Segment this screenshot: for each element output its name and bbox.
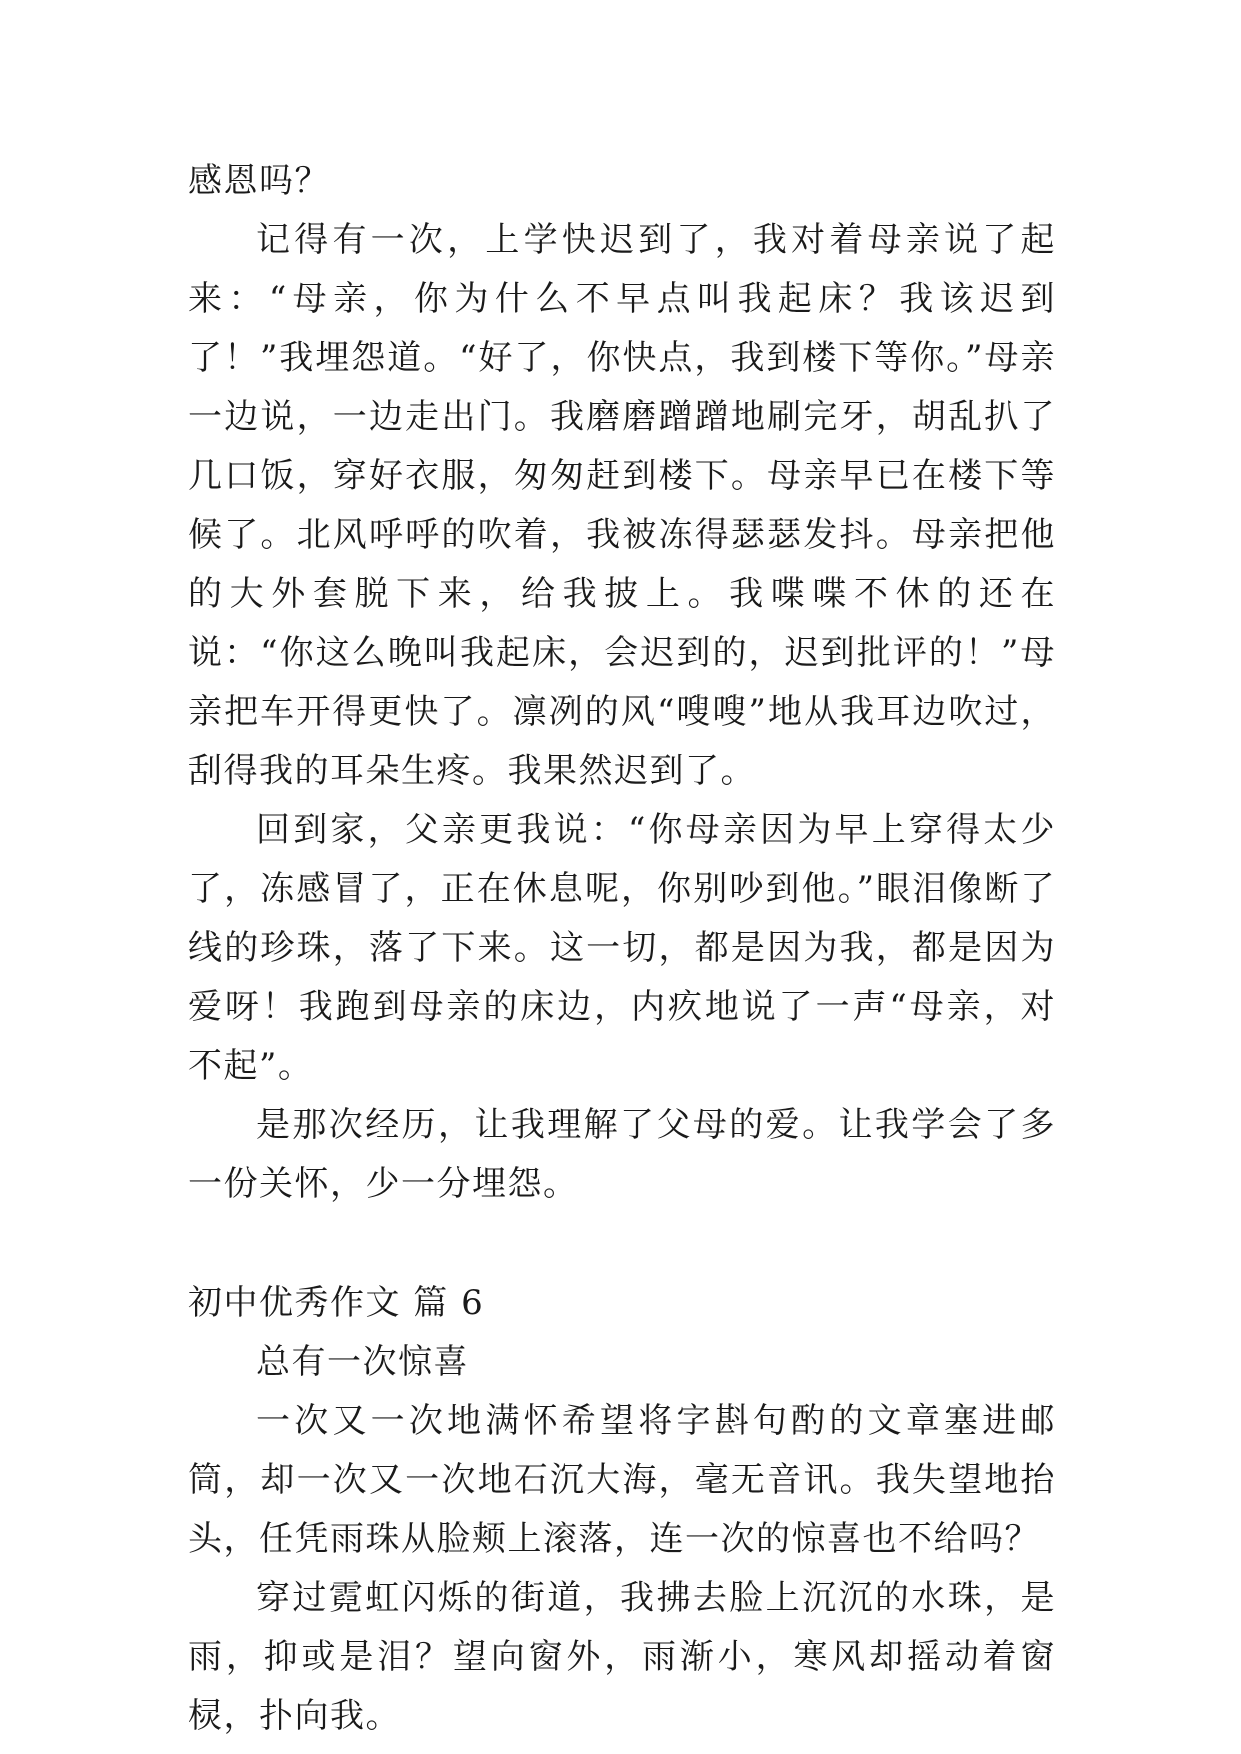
paragraph-hope: 一次又一次地满怀希望将字斟句酌的文章塞进邮筒，却一次又一次地石沉大海，毫无音讯。我失望地抬头，任凭雨珠从脸颊上滚落，连一次的惊喜也不给吗？ bbox=[188, 1401, 1056, 1559]
text-column bbox=[188, 152, 1056, 1746]
section-heading: 初中优秀作文 篇 6 bbox=[188, 1283, 485, 1323]
paragraph-continuation: 感恩吗？ bbox=[188, 161, 330, 201]
paragraph-street: 穿过霓虹闪烁的街道，我拂去脸上沉沉的水珠，是雨，抑或是泪？望向窗外，雨渐小，寒风却摇动着窗棂，扑向我。 bbox=[188, 1578, 1056, 1736]
paragraph-late-to-school: 记得有一次，上学快迟到了，我对着母亲说了起来：“母亲，你为什么不早点叫我起床？我该迟到了！”我埋怨道。“好了，你快点，我到楼下等你。”母亲一边说，一边走出门。我磨磨蹭蹭地刷完牙，胡乱扒了几口饭，穿好衣服，匆匆赶到楼下。母亲早已在楼下等候了。北风呼呼的吹着，我被冻得瑟瑟发抖。母亲把他的大外套脱下来，给我披上。我喋喋不休的还在说：“你这么晚叫我起床，会迟到的，迟到批评的！”母亲把车开得更快了。凛冽的风“嗖嗖”地从我耳边吹过，刮得我的耳朵生疼。我果然迟到了。 bbox=[188, 220, 1056, 791]
paragraph-back-home: 回到家，父亲更我说：“你母亲因为早上穿得太少了，冻感冒了，正在休息呢，你别吵到他。”眼泪像断了线的珍珠，落了下来。这一切，都是因为我，都是因为爱呀！我跑到母亲的床边，内疚地说了一声“母亲，对不起”。 bbox=[188, 810, 1056, 1086]
paragraph-conclusion: 是那次经历，让我理解了父母的爱。让我学会了多一份关怀，少一分埋怨。 bbox=[188, 1105, 1056, 1204]
section-spacer bbox=[188, 1214, 1056, 1274]
essay-title: 总有一次惊喜 bbox=[256, 1342, 469, 1382]
